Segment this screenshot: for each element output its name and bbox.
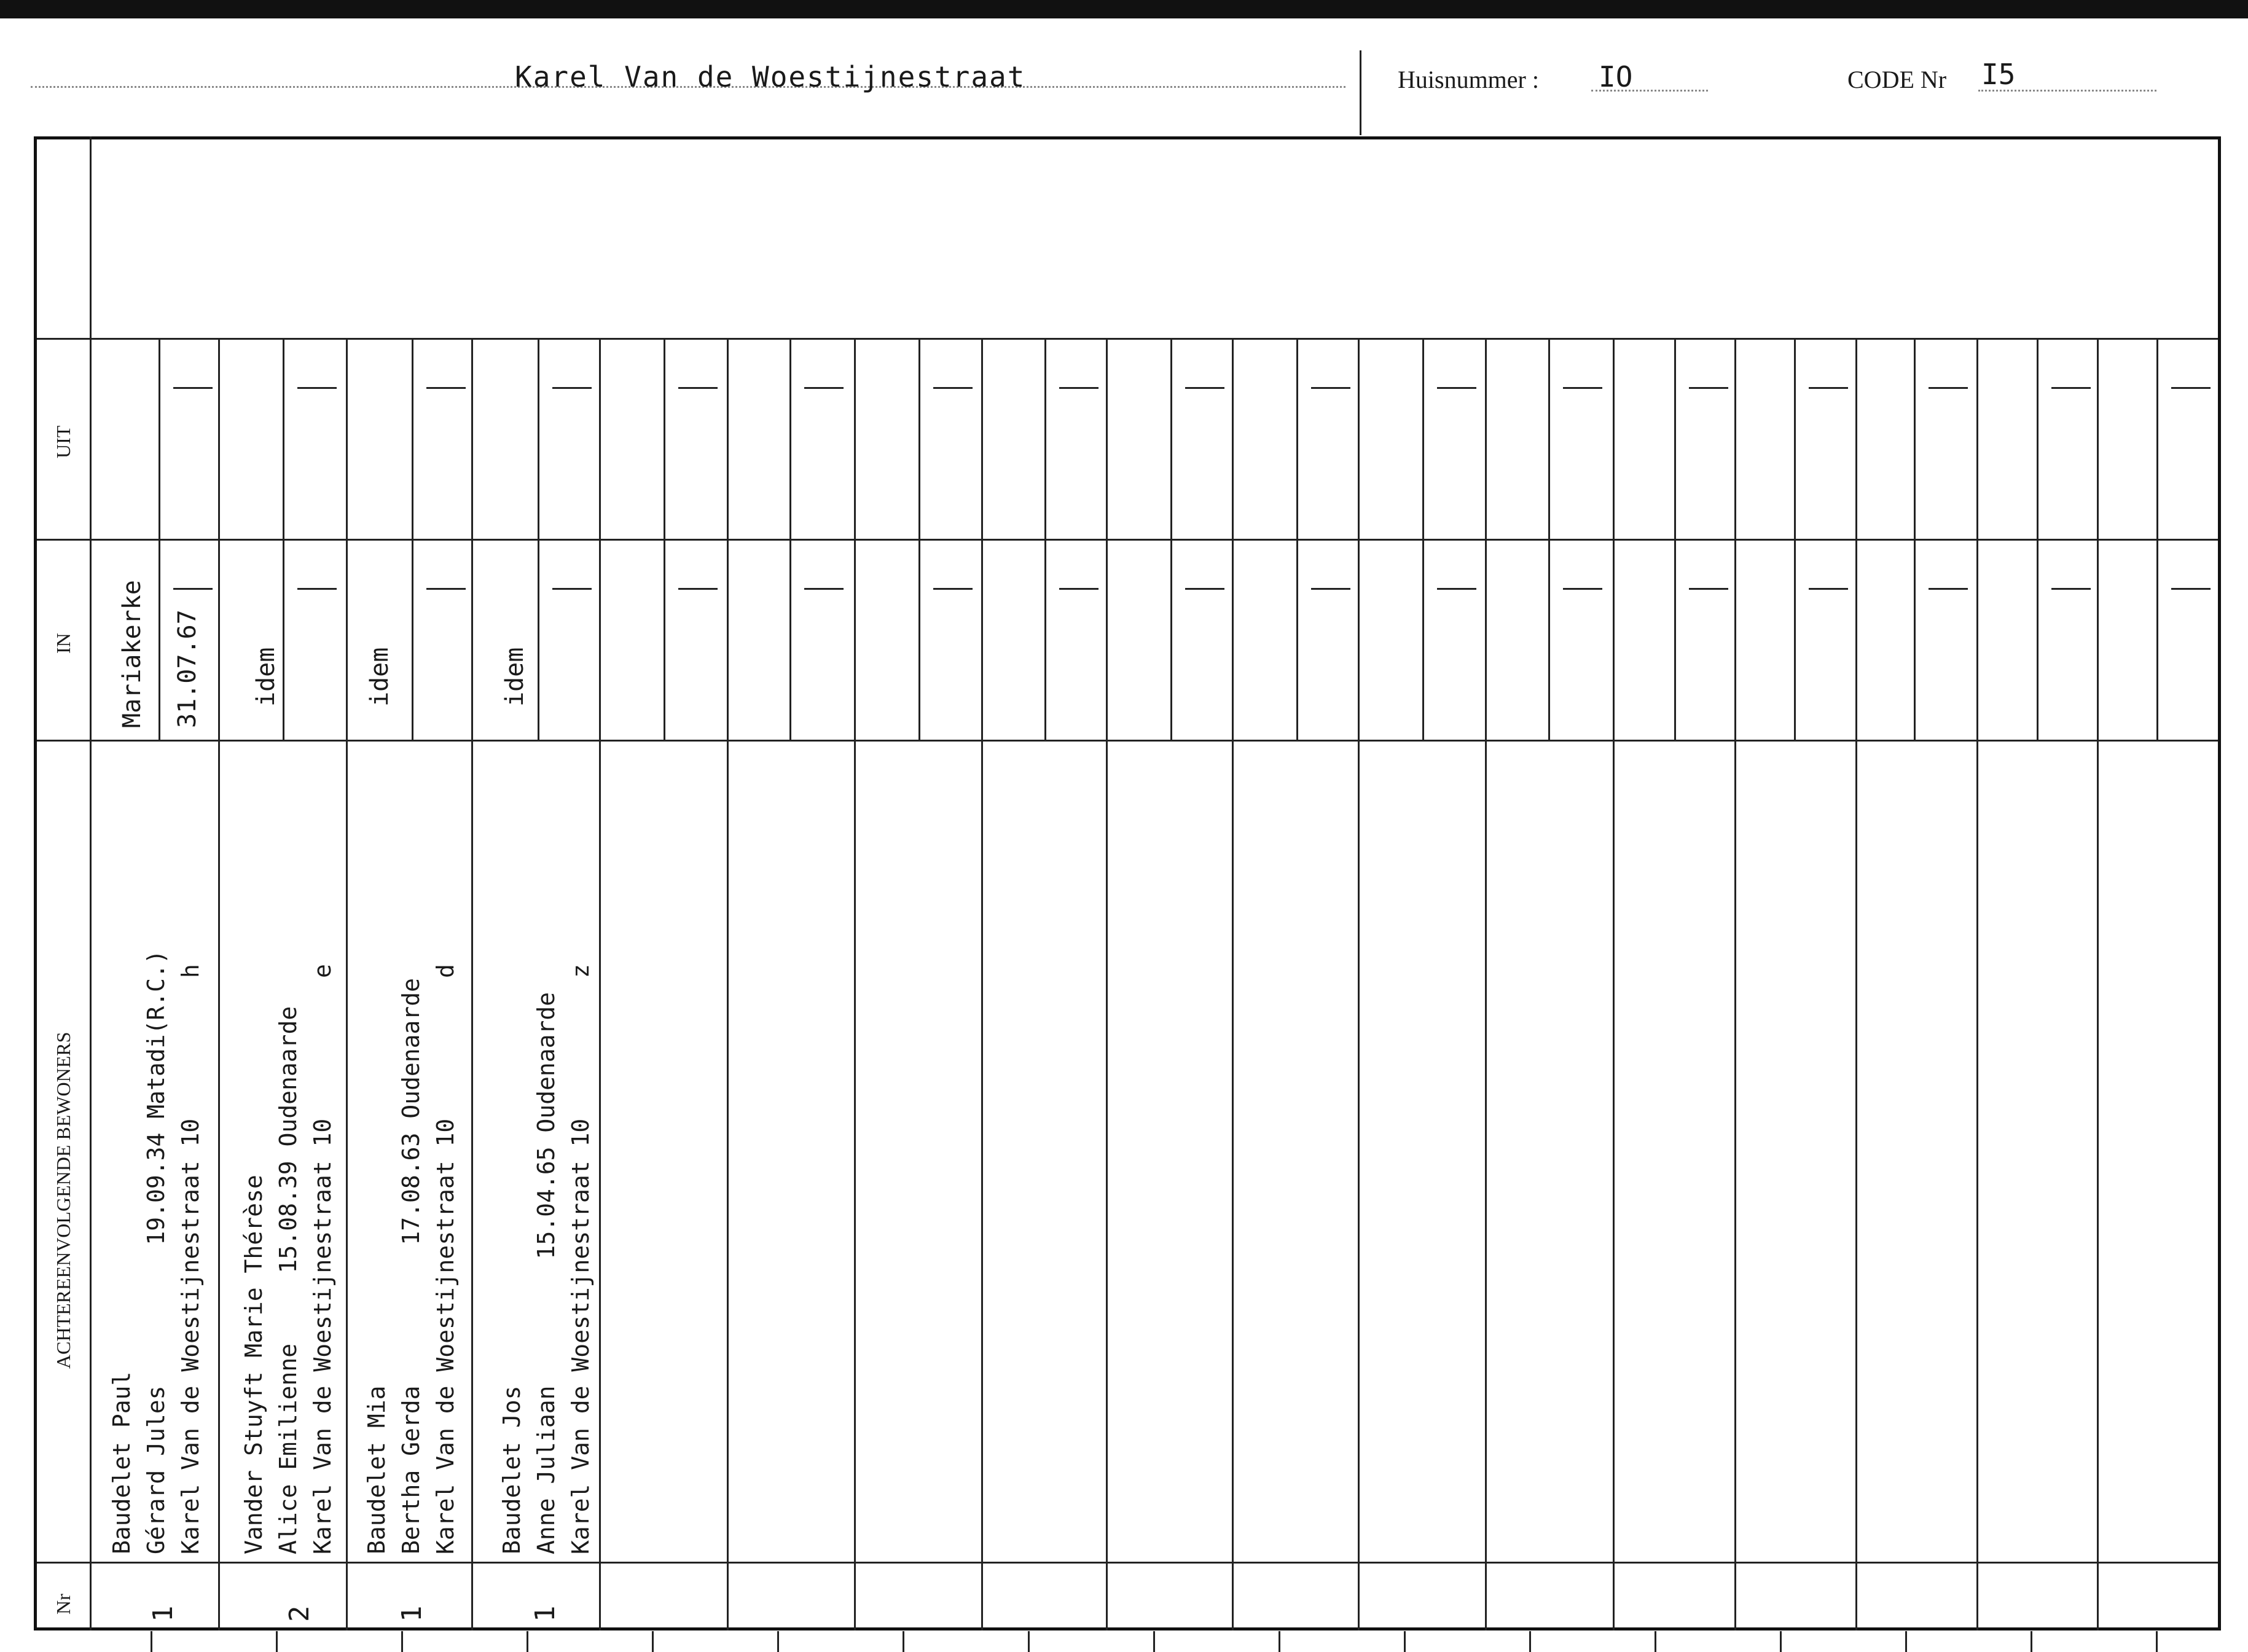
entry-2-line-2: Alice Emilienne 15.08.39 Oudenaarde: [275, 1006, 302, 1554]
uit-column-label: UIT: [52, 425, 74, 458]
sub-column-divider: [2037, 539, 2038, 740]
entry-2-resident: [237, 964, 340, 1554]
entry-4-line-1: Baudelet Jos: [498, 1385, 525, 1554]
sub-column-divider: [1296, 539, 1298, 740]
sub-column-divider: [918, 338, 920, 539]
row-divider-bewoners: [37, 740, 2218, 742]
empty-dash: [1689, 588, 1728, 590]
column-divider: [346, 338, 348, 1630]
entry-2-in: idem: [252, 647, 280, 707]
sub-column-divider: [1044, 539, 1046, 740]
entry-3-line-2: Bertha Gerda 17.08.63 Oudenaarde: [398, 978, 425, 1554]
bottom-tick: [1529, 1631, 1531, 1652]
bottom-tick: [151, 1631, 152, 1652]
code-dotted-line: [1978, 90, 2156, 92]
sub-column-divider: [1794, 539, 1796, 740]
empty-dash: [1563, 588, 1602, 590]
sub-column-divider: [664, 539, 665, 740]
empty-dash: [1437, 387, 1476, 389]
column-divider: [1613, 338, 1615, 1630]
sub-column-divider: [2037, 338, 2038, 539]
column-divider: [1358, 338, 1360, 1630]
bottom-tick: [652, 1631, 654, 1652]
sub-column-divider: [918, 539, 920, 740]
empty-dash: [933, 387, 973, 389]
sub-column-divider: [538, 539, 539, 740]
entry-1-in: [104, 580, 215, 728]
empty-dash: [552, 588, 592, 590]
empty-dash: [1929, 387, 1968, 389]
column-divider: [1976, 338, 1978, 1630]
in-column-label: IN: [52, 633, 74, 654]
sub-column-divider: [1044, 338, 1046, 539]
column-divider: [1106, 338, 1108, 1630]
nr-column-label: Nr: [52, 1594, 74, 1615]
bottom-tick: [1279, 1631, 1280, 1652]
empty-dash: [2051, 387, 2091, 389]
sub-column-divider: [1422, 539, 1424, 740]
street-name: Karel Van de Woestijnestraat: [515, 60, 1026, 93]
row-divider-uit: [37, 338, 2218, 340]
empty-dash: [1689, 387, 1728, 389]
empty-dash: [2051, 588, 2091, 590]
scan-top-edge: [0, 0, 2248, 18]
entry-3-in: idem: [366, 647, 394, 707]
bottom-tick: [1780, 1631, 1782, 1652]
empty-dash: [1185, 588, 1224, 590]
huisnummer-label: Huisnummer :: [1398, 66, 1539, 93]
bottom-tick: [1905, 1631, 1907, 1652]
sub-column-divider: [1794, 338, 1796, 539]
column-divider: [2097, 338, 2099, 1630]
entry-2-line-1: Vander Stuyft Marie Thérèse: [240, 1175, 267, 1554]
entry-2-line-3: Karel Van de Woestijnestraat 10 e: [309, 964, 336, 1554]
empty-dash: [804, 588, 844, 590]
column-divider: [1734, 338, 1736, 1630]
empty-dash: [933, 588, 973, 590]
bottom-tick: [527, 1631, 528, 1652]
empty-dash: [1809, 588, 1848, 590]
entry-1-nr: 1: [147, 1605, 179, 1622]
sub-column-divider: [789, 338, 791, 539]
empty-dash: [2171, 588, 2211, 590]
huisnummer-value: IO: [1599, 60, 1633, 93]
entry-3-resident: [359, 964, 463, 1554]
sub-column-divider: [1674, 539, 1676, 740]
column-divider: [471, 338, 473, 1630]
entry-3-line-1: Baudelet Mia: [363, 1385, 390, 1554]
empty-dash: [804, 387, 844, 389]
bottom-tick: [1028, 1631, 1030, 1652]
row-divider-nr: [37, 1562, 2218, 1564]
empty-dash: [552, 387, 592, 389]
empty-dash: [426, 387, 466, 389]
sub-column-divider: [1914, 338, 1916, 539]
entry-1-line-2: Gérard Jules 19.09.34 Matadi(R.C.): [143, 950, 170, 1554]
huisnummer-dotted-line: [1591, 90, 1708, 92]
bottom-tick: [276, 1631, 278, 1652]
empty-dash: [678, 387, 718, 389]
entry-4-in: idem: [501, 647, 529, 707]
entry-1-in-date: 31.07.67: [173, 609, 202, 728]
column-divider: [1485, 338, 1487, 1630]
entry-1-line-3: Karel Van de Woestijnestraat 10 h: [177, 964, 204, 1554]
entry-4-nr: 1: [530, 1605, 561, 1622]
sub-column-divider: [664, 338, 665, 539]
header-separator: [1360, 50, 1361, 135]
sub-column-divider: [1170, 539, 1172, 740]
empty-dash: [173, 387, 213, 389]
sub-column-divider: [159, 338, 160, 539]
code-label: CODE Nr: [1847, 66, 1947, 93]
empty-dash: [1437, 588, 1476, 590]
sub-column-divider: [1674, 338, 1676, 539]
bottom-tick: [903, 1631, 904, 1652]
empty-dash: [1059, 588, 1099, 590]
bottom-tick: [2156, 1631, 2158, 1652]
bottom-tick: [1404, 1631, 1406, 1652]
empty-dash: [1185, 387, 1224, 389]
bottom-tick: [2031, 1631, 2032, 1652]
entry-2-nr: 2: [284, 1605, 315, 1622]
column-divider: [218, 338, 220, 1630]
entry-3-nr: 1: [396, 1605, 428, 1622]
empty-dash: [1311, 387, 1350, 389]
sub-column-divider: [1422, 338, 1424, 539]
bewoners-column-label: ACHTEREENVOLGENDE BEWONERS: [52, 1032, 74, 1369]
empty-dash: [1809, 387, 1848, 389]
entry-1-resident: [104, 950, 208, 1554]
sub-column-divider: [283, 338, 284, 539]
bottom-tick: [401, 1631, 403, 1652]
entry-1-in-place: Mariakerke: [118, 580, 146, 728]
label-column-divider: [90, 136, 92, 1630]
column-divider: [981, 338, 983, 1630]
sub-column-divider: [789, 539, 791, 740]
entry-4-resident: [495, 964, 598, 1554]
entry-1-line-1: Baudelet Paul: [108, 1371, 135, 1554]
sub-column-divider: [412, 539, 413, 740]
sub-column-divider: [1296, 338, 1298, 539]
column-divider: [854, 338, 856, 1630]
sub-column-divider: [2156, 539, 2158, 740]
sub-column-divider: [283, 539, 284, 740]
column-divider: [1232, 338, 1234, 1630]
entry-4-line-2: Anne Juliaan 15.04.65 Oudenaarde: [533, 992, 560, 1554]
empty-dash: [1059, 387, 1099, 389]
empty-dash: [426, 588, 466, 590]
sub-column-divider: [1170, 338, 1172, 539]
empty-dash: [1563, 387, 1602, 389]
entry-3-line-3: Karel Van de Woestijnestraat 10 d: [432, 964, 459, 1554]
empty-dash: [1311, 588, 1350, 590]
column-divider: [1855, 338, 1857, 1630]
sub-column-divider: [412, 338, 413, 539]
empty-dash: [678, 588, 718, 590]
column-divider: [599, 338, 601, 1630]
sub-column-divider: [2156, 338, 2158, 539]
sub-column-divider: [1548, 539, 1550, 740]
empty-dash: [2171, 387, 2211, 389]
empty-dash: [297, 387, 337, 389]
empty-dash: [297, 588, 337, 590]
sub-column-divider: [1914, 539, 1916, 740]
code-value: I5: [1981, 58, 2016, 91]
empty-dash: [1929, 588, 1968, 590]
bottom-tick: [1153, 1631, 1155, 1652]
column-divider: [727, 338, 729, 1630]
bottom-tick: [777, 1631, 779, 1652]
sub-column-divider: [538, 338, 539, 539]
bottom-tick: [1655, 1631, 1656, 1652]
sub-column-divider: [1548, 338, 1550, 539]
row-divider-in: [37, 539, 2218, 541]
entry-4-line-3: Karel Van de Woestijnestraat 10 z: [567, 964, 594, 1554]
